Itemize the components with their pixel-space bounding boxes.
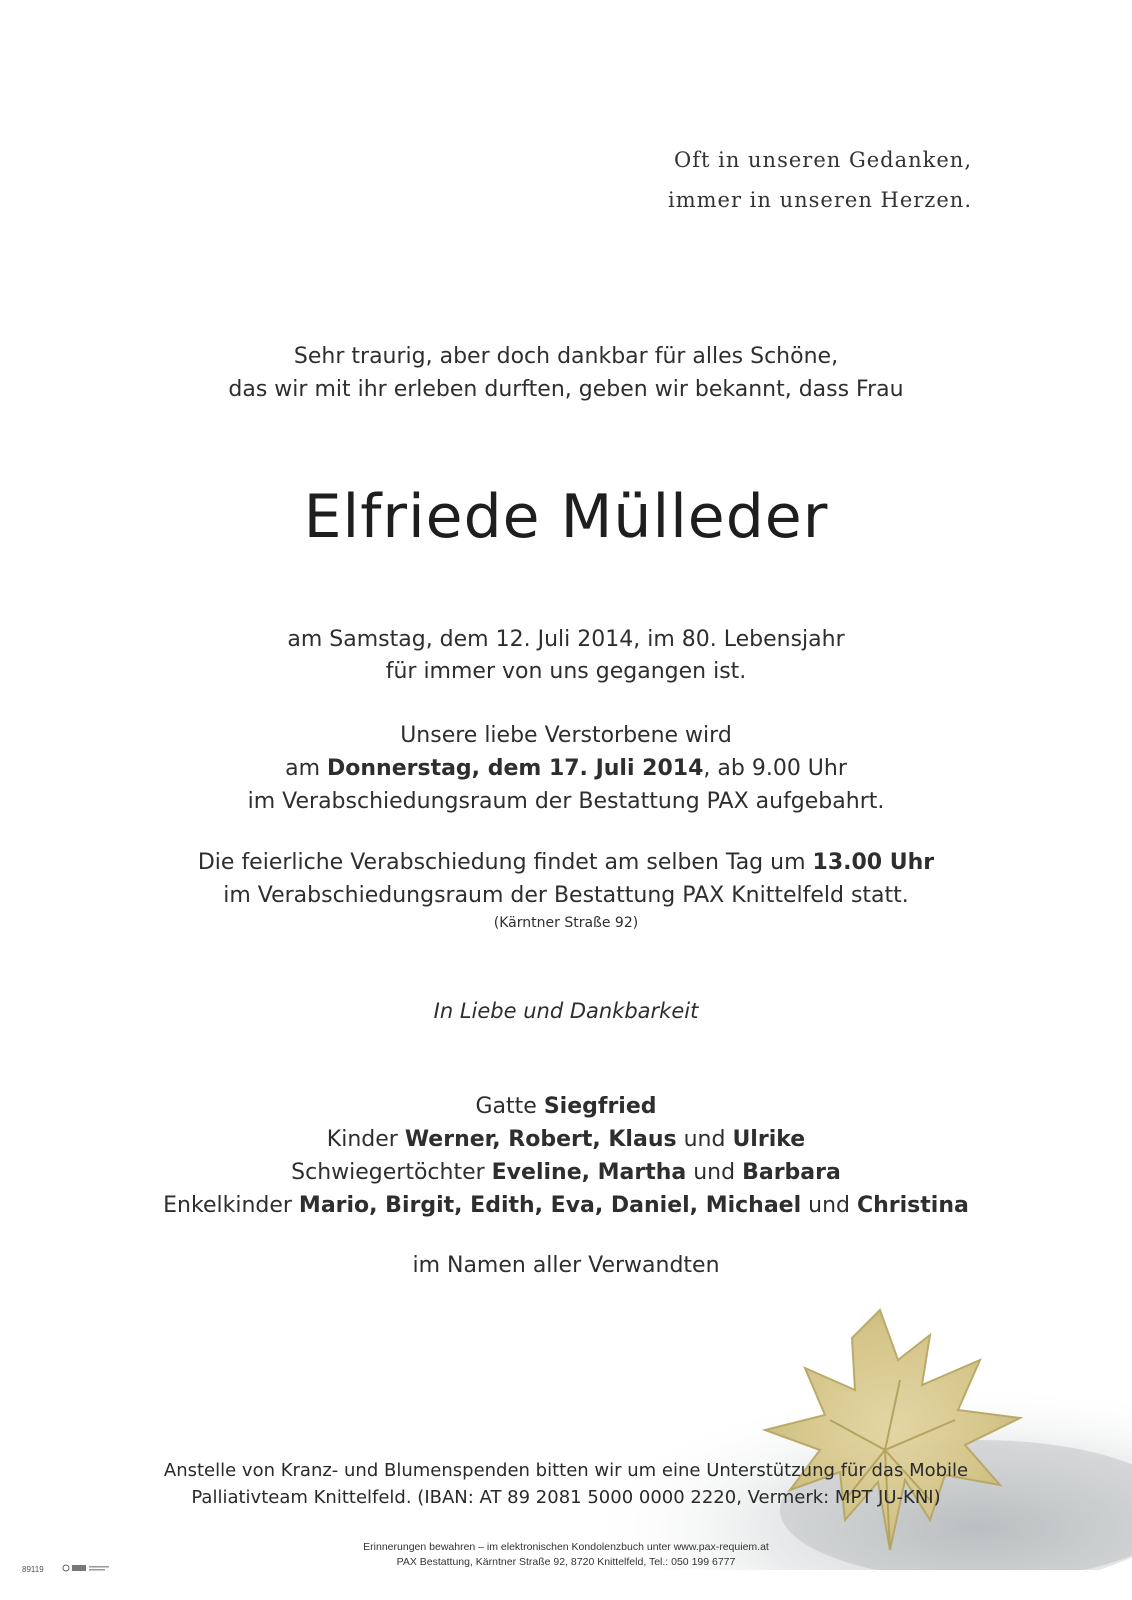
children-label: Kinder xyxy=(326,1127,405,1152)
family-daughters-in-law xyxy=(0,1156,1132,1189)
grand-last: Christina xyxy=(856,1193,969,1218)
farewell-address: (Kärntner Straße 92) xyxy=(493,915,639,931)
children-names: Werner, Robert, Klaus xyxy=(404,1127,677,1152)
footer-line-2: PAX Bestattung, Kärntner Straße 92, 8720 Knittelfeld, Tel.: 050 199 6777 xyxy=(396,1556,736,1568)
print-code: 89119 xyxy=(22,1565,44,1574)
farewell-line-2: im Verabschiedungsraum der Bestattung PAX Knittelfeld statt. xyxy=(223,883,909,908)
death-notice xyxy=(0,624,1132,688)
farewell-notice xyxy=(0,846,1132,934)
farewell-prefix: Die feierliche Verabschiedung findet am selben Tag um xyxy=(197,850,813,875)
laying-line-1: Unsere liebe Verstorbene wird xyxy=(400,723,732,748)
intro-line-2: das wir mit ihr erleben durften, geben wir bekannt, dass Frau xyxy=(228,377,904,402)
spouse-name: Siegfried xyxy=(543,1094,657,1119)
intro-line-1: Sehr traurig, aber doch dankbar für alles Schöne, xyxy=(293,344,839,369)
motto-line-1: Oft in unseren Gedanken, xyxy=(674,148,972,172)
children-last: Ulrike xyxy=(732,1127,806,1152)
spouse-label: Gatte xyxy=(475,1094,544,1119)
daughters-label: Schwiegertöchter xyxy=(291,1160,492,1185)
family-list xyxy=(0,1090,1132,1222)
children-and: und xyxy=(676,1127,733,1152)
laying-prefix: am xyxy=(285,756,327,781)
printer-logo xyxy=(62,1562,112,1574)
donation-line-1: Anstelle von Kranz- und Blumenspenden bitten wir um eine Unterstützung für das Mobile xyxy=(163,1460,969,1481)
death-line-1: am Samstag, dem 12. Juli 2014, im 80. Lebensjahr xyxy=(287,627,845,652)
grand-label: Enkelkinder xyxy=(163,1193,299,1218)
footer-line-1: Erinnerungen bewahren – im elektronischen Kondolenzbuch unter www.pax-requiem.at xyxy=(363,1541,769,1553)
grand-and: und xyxy=(801,1193,857,1218)
laying-line-3: im Verabschiedungsraum der Bestattung PAX aufgebahrt. xyxy=(247,789,885,814)
intro-text xyxy=(0,340,1132,406)
family-children xyxy=(0,1123,1132,1156)
laying-line-2 xyxy=(0,752,1132,785)
maple-leaf-image xyxy=(460,1250,1132,1570)
funeral-home-footer xyxy=(0,1540,1132,1570)
farewell-line-1 xyxy=(0,846,1132,879)
donation-request xyxy=(0,1457,1132,1511)
laying-out-notice xyxy=(0,719,1132,818)
motto xyxy=(668,140,972,220)
laying-time: , ab 9.00 Uhr xyxy=(703,756,847,781)
closing-phrase: In Liebe und Dankbarkeit xyxy=(433,999,699,1023)
relatives-line: im Namen aller Verwandten xyxy=(412,1253,720,1278)
daughters-last: Barbara xyxy=(742,1160,841,1185)
motto-line-2: immer in unseren Herzen. xyxy=(668,188,972,212)
donation-line-2: Palliativteam Knittelfeld. (IBAN: AT 89 2081 5000 0000 2220, Vermerk: MPT JU-KNI) xyxy=(191,1487,941,1508)
death-line-2: für immer von uns gegangen ist. xyxy=(385,659,747,684)
family-spouse xyxy=(0,1090,1132,1123)
deceased-name: Elfriede Mülleder xyxy=(303,482,829,552)
grand-names: Mario, Birgit, Edith, Eva, Daniel, Michael xyxy=(298,1193,802,1218)
laying-date: Donnerstag, dem 17. Juli 2014 xyxy=(327,756,704,781)
farewell-time: 13.00 Uhr xyxy=(812,850,935,875)
daughters-names: Eveline, Martha xyxy=(491,1160,687,1185)
daughters-and: und xyxy=(686,1160,743,1185)
family-grandchildren xyxy=(0,1189,1132,1222)
